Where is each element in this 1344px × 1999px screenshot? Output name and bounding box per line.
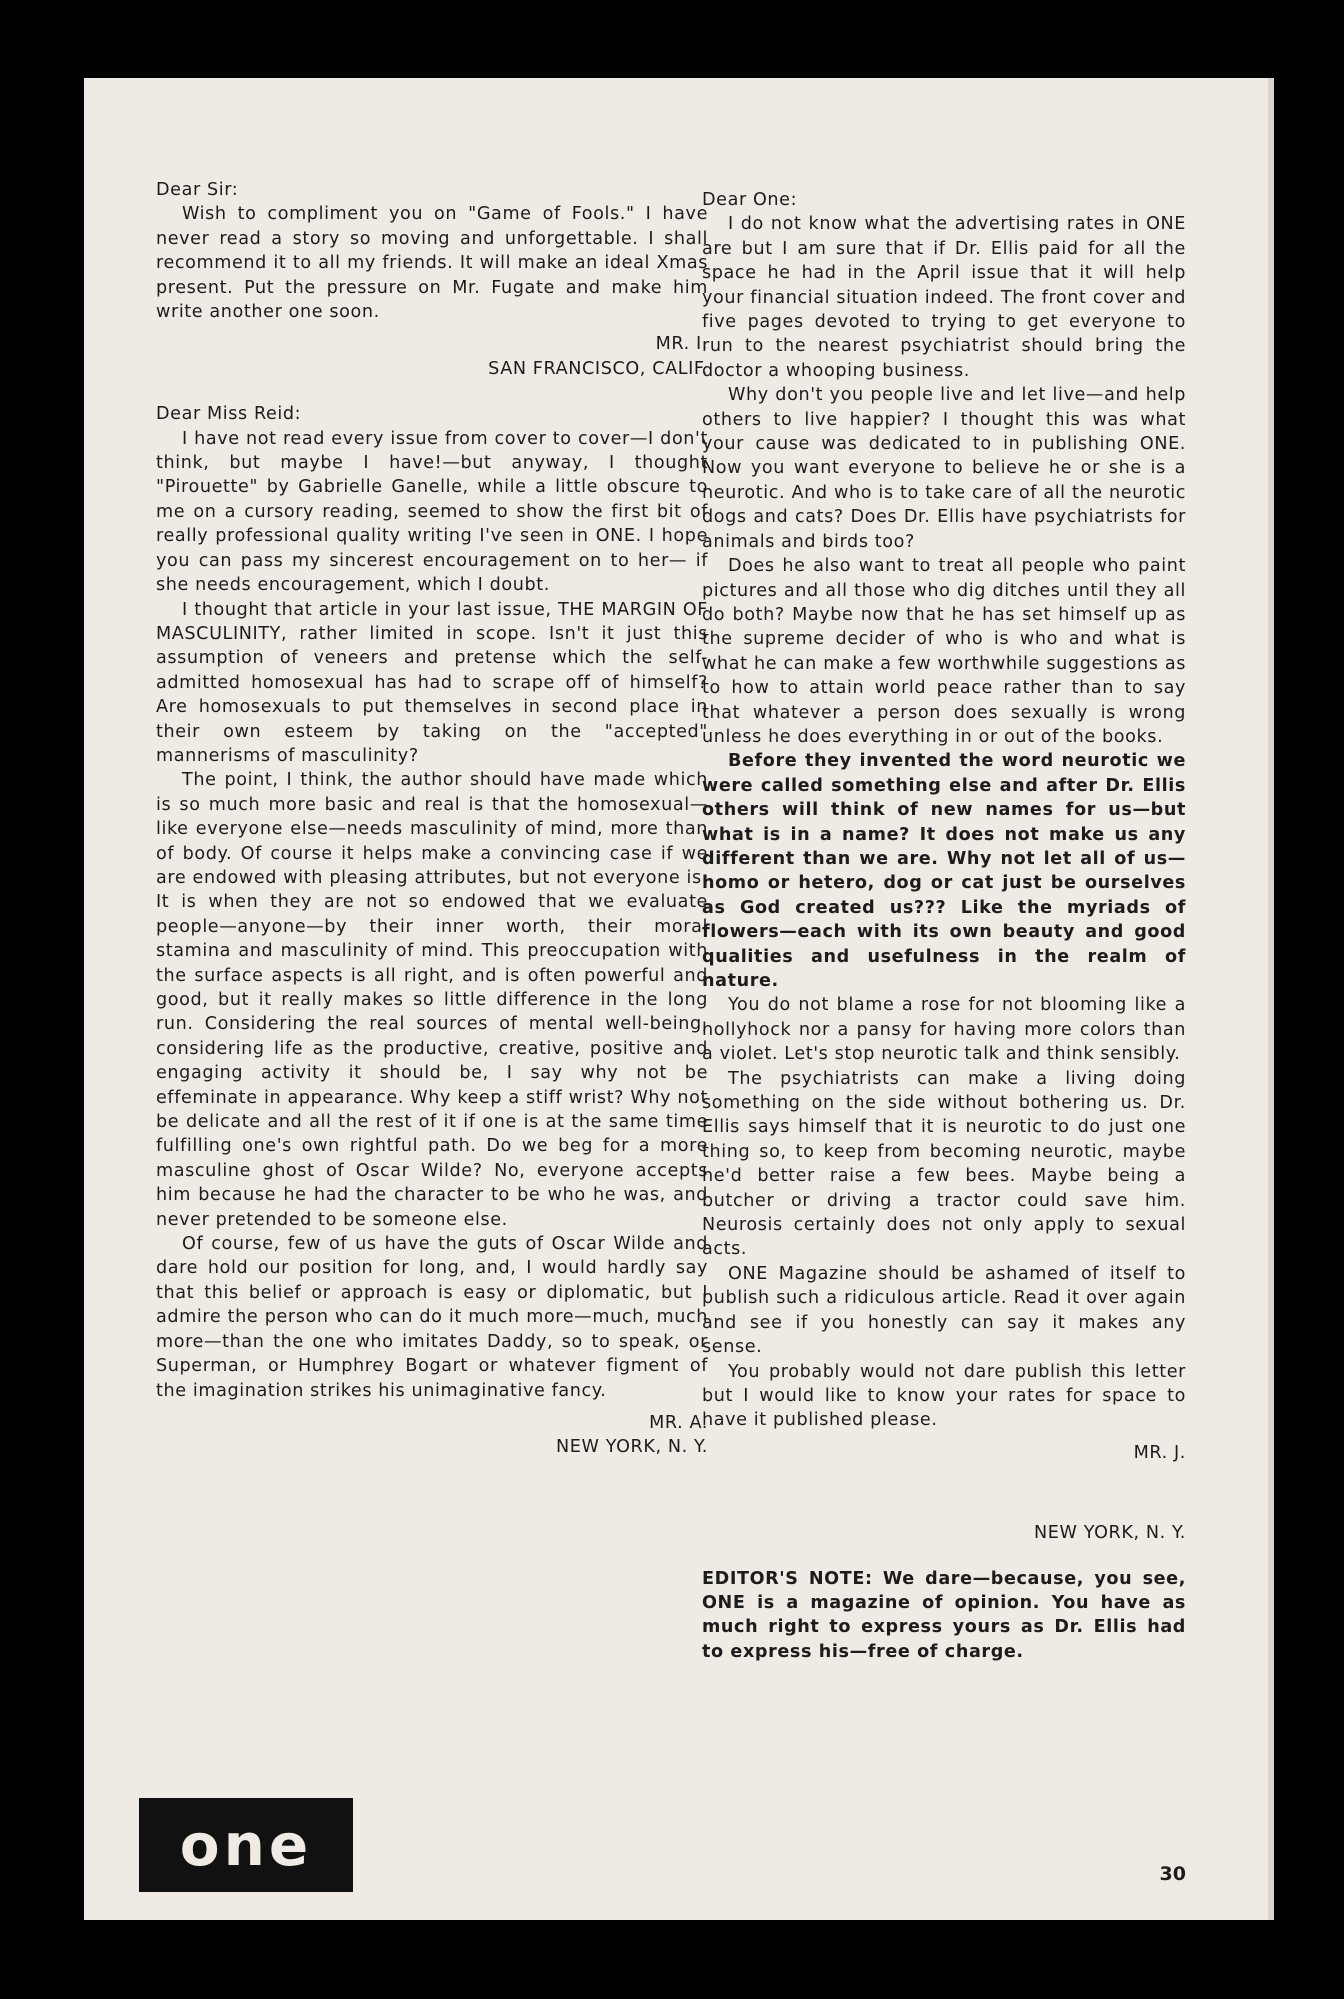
salutation: Dear Sir:	[156, 180, 239, 200]
letter-paragraph: The psychiatrists can make a living doing something on the side without bothering us. Dr. Ellis says himself that it is neurotic to do just one thing so, to keep from becoming neurotic, maybe he'd better raise a few bees. Maybe being a butcher or driving a tractor could save him. Neurosis certainly does not only apply to sexual acts.	[702, 1068, 1186, 1260]
letter-paragraph-bold: Before they invented the word neurotic we were called something else and after Dr. Ellis others will think of new names for us—but what is in a name? It does not make us any different than we are. Why not let all of us—homo or hetero, dog or cat just be ourselves as God created us??? Like the myriads of flowers—each with its own beauty and good qualities and usefulness in the realm of nature.	[702, 751, 1186, 991]
letter-paragraph: Does he also want to treat all people who paint pictures and all those who dig ditches until they all do both? Maybe now that he has set himself up as the supreme decider of who is who and what is what he can make a few worthwhile suggestions as to how to attain world peace rather than to say that whatever a person does sexually is wrong unless he does everything in or out of the books.	[702, 556, 1186, 747]
signature: MR. J.	[1133, 1442, 1186, 1463]
letter-mr-a	[156, 402, 708, 1459]
letter-paragraph: I thought that article in your last issue, THE MARGIN OF MASCULINITY, rather limited in scope. Isn't it just this assumption of veneers and pretense which the self-admitted homosexual has had to scrape off of himself? Are homosexuals to put themselves in second place in their own esteem by taking on the "accepted" mannerisms of masculinity?	[156, 599, 708, 766]
right-column	[702, 188, 1186, 1664]
letter-paragraph: Why don't you people live and let live—and help others to live happier? I thought this was what your cause was dedicated to in publishing ONE. Now you want everyone to believe he or she is a neurotic. And who is to take care of all the neurotic dogs and cats? Does Dr. Ellis have psychiatrists for animals and birds too?	[702, 385, 1186, 552]
signature: MR. I.	[655, 334, 708, 355]
letter-paragraph: ONE Magazine should be ashamed of itself to publish such a ridiculous article. Read it over again and see if you honestly can say it makes any sense.	[702, 1263, 1186, 1358]
page-number: 30	[1159, 1863, 1186, 1885]
letter-mr-j	[702, 188, 1186, 1546]
salutation: Dear Miss Reid:	[156, 404, 302, 425]
letter-paragraph: You do not blame a rose for not blooming like a hollyhock nor a pansy for having more colors than a violet. Let's stop neurotic talk and think sensibly.	[702, 995, 1186, 1065]
letter-paragraph: Of course, few of us have the guts of Oscar Wilde and dare hold our position for long, and, I would hardly say that this belief or approach is easy or diplomatic, but I admire the person who can do it much more—much, much more—than the one who imitates Daddy, so to speak, or Superman, or Humphrey Bogart or whatever figment of the imagination strikes his unimaginative fancy.	[156, 1234, 708, 1401]
signature-location: SAN FRANCISCO, CALIF.	[488, 358, 708, 379]
letter-paragraph: I have not read every issue from cover to cover—I don't think, but maybe I have!—but anyway, I thought "Pirouette" by Gabrielle Ganelle, while a little obscure to me on a cursory reading, seemed to show the first bit of really professional quality writing I've seen in ONE. I hope you can pass my sincerest encouragement on to her— if she needs encouragement, which I doubt.	[156, 428, 708, 596]
signature-location: NEW YORK, N. Y.	[1034, 1523, 1186, 1544]
letter-paragraph: Wish to compliment you on "Game of Fools." I have never read a story so moving and unforgettable. I shall recommend it to all my friends. It will make an ideal Xmas present. Put the pressure on Mr. Fugate and make him write another one soon.	[156, 204, 708, 323]
letter-paragraph: You probably would not dare publish this letter but I would like to know your rates for space to have it published please.	[702, 1361, 1186, 1431]
logo-text: one	[179, 1811, 313, 1879]
signature-location: NEW YORK, N. Y.	[556, 1437, 708, 1458]
salutation: Dear One:	[702, 190, 798, 210]
magazine-page	[84, 78, 1274, 1920]
editors-note: EDITOR'S NOTE: We dare—because, you see, ONE is a magazine of opinion. You have as much right to express yours as Dr. Ellis had to express his—free of charge.	[702, 1568, 1186, 1662]
signature: MR. A.	[649, 1412, 708, 1433]
letter-mr-i	[156, 178, 708, 381]
left-column	[156, 178, 708, 1481]
letter-paragraph: The point, I think, the author should have made which is so much more basic and real is that the homosexual—like everyone else—needs masculinity of mind, more than of body. Of course it helps make a convincing case if we are endowed with pleasing attributes, but not everyone is. It is when they are not so endowed that we evaluate people—anyone—by their inner worth, their moral stamina and masculinity of mind. This preoccupation with the surface aspects is all right, and is often powerful and good, but it really makes so little difference in the long run. Considering the real sources of mental well-being, considering life as the productive, creative, positive and engaging activity it should be, I say why not be effeminate in appearance. Why keep a stiff wrist? Why not be delicate and all the rest of it if one is at the same time fulfilling one's own rightful path. Do we beg for a more masculine ghost of Oscar Wilde? No, everyone accepts him because he had the character to be who he was, and never pretended to be someone else.	[156, 770, 708, 1230]
letter-paragraph: I do not know what the advertising rates in ONE are but I am sure that if Dr. Ellis paid for all the space he had in the April issue that it will help your financial situation indeed. The front cover and five pages devoted to trying to get everyone to run to the nearest psychiatrist should bring the doctor a whooping business.	[702, 214, 1186, 381]
one-magazine-logo	[139, 1798, 353, 1892]
